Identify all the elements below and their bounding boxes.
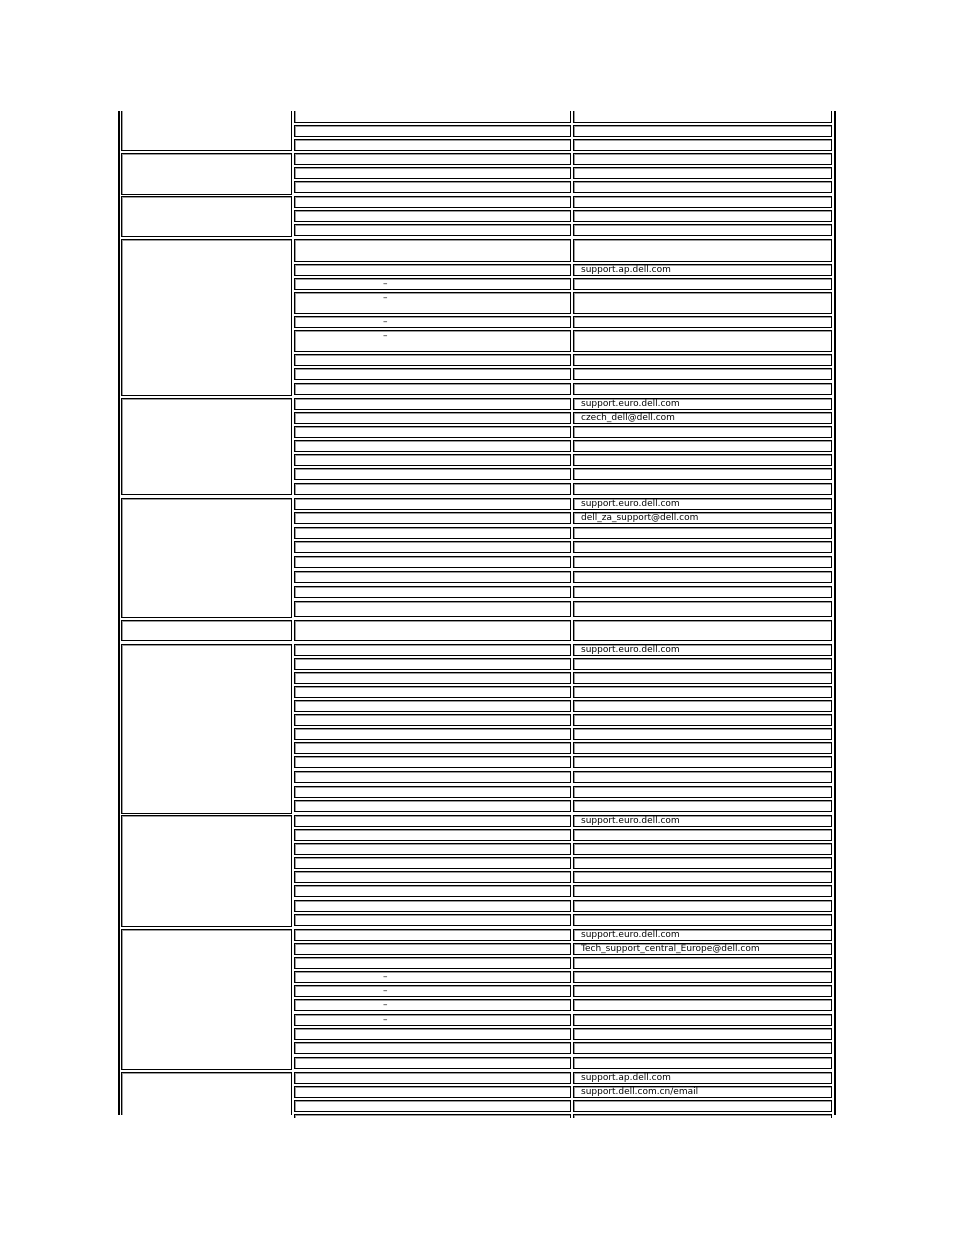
contact-cell — [573, 771, 832, 783]
contact-cell — [573, 644, 832, 656]
region-cell — [121, 644, 292, 814]
contact-cell — [573, 756, 832, 768]
contact-cell — [573, 658, 832, 670]
service-cell — [294, 620, 571, 641]
contact-cell — [573, 210, 832, 222]
contact-cell — [573, 700, 832, 712]
contact-cell — [573, 1028, 832, 1040]
service-cell — [294, 111, 571, 123]
email-link[interactable]: support.ap.dell.com — [581, 265, 671, 275]
email-link[interactable]: support.euro.dell.com — [581, 816, 680, 826]
contact-cell — [573, 815, 832, 827]
contact-cell — [573, 742, 832, 754]
dash-mark: – — [383, 331, 388, 341]
contact-cell — [573, 426, 832, 438]
service-cell — [294, 742, 571, 754]
service-cell — [294, 658, 571, 670]
service-cell — [294, 512, 571, 524]
service-cell — [294, 153, 571, 165]
service-cell — [294, 330, 571, 352]
service-cell — [294, 786, 571, 798]
service-cell — [294, 900, 571, 912]
contact-cell — [573, 914, 832, 926]
region-cell — [121, 196, 292, 237]
region-cell — [121, 620, 292, 641]
region-cell — [121, 239, 292, 396]
region-cell — [121, 815, 292, 927]
service-cell — [294, 871, 571, 883]
service-cell — [294, 354, 571, 366]
contact-cell — [573, 527, 832, 539]
service-cell — [294, 601, 571, 617]
service-cell — [294, 1057, 571, 1069]
service-cell — [294, 914, 571, 926]
dash-mark: – — [383, 1000, 388, 1010]
contact-cell — [573, 383, 832, 395]
service-cell — [294, 383, 571, 395]
contact-cell — [573, 278, 832, 290]
dash-mark: – — [383, 317, 388, 327]
contact-cell — [573, 125, 832, 137]
contact-cell — [573, 728, 832, 740]
service-cell — [294, 815, 571, 827]
contact-cell — [573, 398, 832, 410]
contact-cell — [573, 468, 832, 480]
email-link[interactable]: czech_dell@dell.com — [581, 413, 675, 423]
dash-mark: – — [383, 293, 388, 303]
contact-cell — [573, 571, 832, 583]
service-cell — [294, 412, 571, 424]
service-cell — [294, 999, 571, 1011]
service-cell — [294, 440, 571, 452]
service-cell — [294, 278, 571, 290]
contact-cell — [573, 900, 832, 912]
contact-cell — [573, 440, 832, 452]
contact-cell — [573, 957, 832, 969]
service-cell — [294, 586, 571, 598]
contact-cell — [573, 196, 832, 208]
contact-cell — [573, 1086, 832, 1098]
service-cell — [294, 1072, 571, 1084]
contact-cell — [573, 1014, 832, 1026]
service-cell — [294, 498, 571, 510]
service-cell — [294, 756, 571, 768]
contact-cell — [573, 181, 832, 193]
service-cell — [294, 556, 571, 568]
service-cell — [294, 316, 571, 328]
service-cell — [294, 125, 571, 137]
service-cell — [294, 1042, 571, 1054]
contact-cell — [573, 714, 832, 726]
service-cell — [294, 1014, 571, 1026]
region-cell — [121, 498, 292, 618]
email-link[interactable]: support.euro.dell.com — [581, 645, 680, 655]
service-cell — [294, 426, 571, 438]
contact-cell — [573, 800, 832, 812]
region-cell — [121, 153, 292, 195]
email-link[interactable]: support.euro.dell.com — [581, 930, 680, 940]
service-cell — [294, 644, 571, 656]
contact-cell — [573, 871, 832, 883]
contact-cell — [573, 943, 832, 955]
contact-cell — [573, 829, 832, 841]
contact-cell — [573, 843, 832, 855]
contact-cell — [573, 139, 832, 151]
contact-cell — [573, 264, 832, 276]
service-cell — [294, 181, 571, 193]
contact-cell — [573, 153, 832, 165]
service-cell — [294, 292, 571, 314]
email-link[interactable]: Tech_support_central_Europe@dell.com — [581, 944, 760, 954]
contact-cell — [573, 167, 832, 179]
email-link[interactable]: dell_za_support@dell.com — [581, 513, 699, 523]
contact-cell — [573, 929, 832, 941]
service-cell — [294, 139, 571, 151]
contact-cell — [573, 541, 832, 553]
contact-cell — [573, 1114, 832, 1118]
service-cell — [294, 857, 571, 869]
service-cell — [294, 686, 571, 698]
contact-cell — [573, 1072, 832, 1084]
contact-cell — [573, 111, 832, 123]
contact-cell — [573, 885, 832, 897]
service-cell — [294, 885, 571, 897]
contact-cell — [573, 985, 832, 997]
contact-cell — [573, 586, 832, 598]
contact-cell — [573, 292, 832, 314]
service-cell — [294, 210, 571, 222]
service-cell — [294, 771, 571, 783]
service-cell — [294, 700, 571, 712]
service-cell — [294, 239, 571, 262]
dash-mark: – — [383, 1015, 388, 1025]
contact-cell — [573, 330, 832, 352]
email-link[interactable]: support.dell.com.cn/email — [581, 1087, 699, 1097]
contact-cell — [573, 1057, 832, 1069]
contact-cell — [573, 999, 832, 1011]
service-cell — [294, 1086, 571, 1098]
contact-cell — [573, 686, 832, 698]
region-cell — [121, 111, 292, 151]
contact-cell — [573, 483, 832, 495]
contact-cell — [573, 412, 832, 424]
region-cell — [121, 929, 292, 1070]
region-cell — [121, 1072, 292, 1115]
service-cell — [294, 454, 571, 466]
contact-cell — [573, 354, 832, 366]
contact-cell — [573, 498, 832, 510]
service-cell — [294, 527, 571, 539]
contact-cell — [573, 672, 832, 684]
region-cell — [121, 398, 292, 495]
service-cell — [294, 368, 571, 380]
service-cell — [294, 224, 571, 236]
service-cell — [294, 672, 571, 684]
contact-cell — [573, 971, 832, 983]
contact-cell — [573, 368, 832, 380]
dash-mark: – — [383, 986, 388, 996]
service-cell — [294, 468, 571, 480]
contact-cell — [573, 454, 832, 466]
service-cell — [294, 714, 571, 726]
service-cell — [294, 167, 571, 179]
email-link[interactable]: support.euro.dell.com — [581, 399, 680, 409]
service-cell — [294, 196, 571, 208]
contact-cell — [573, 556, 832, 568]
service-cell — [294, 971, 571, 983]
service-cell — [294, 1028, 571, 1040]
email-link[interactable]: support.ap.dell.com — [581, 1073, 671, 1083]
service-cell — [294, 728, 571, 740]
contact-cell — [573, 239, 832, 262]
service-cell — [294, 541, 571, 553]
service-cell — [294, 943, 571, 955]
contact-cell — [573, 620, 832, 641]
contact-cell — [573, 316, 832, 328]
contact-cell — [573, 1042, 832, 1054]
service-cell — [294, 957, 571, 969]
service-cell — [294, 264, 571, 276]
dash-mark: – — [383, 972, 388, 982]
service-cell — [294, 929, 571, 941]
service-cell — [294, 985, 571, 997]
service-cell — [294, 1114, 571, 1118]
service-cell — [294, 1100, 571, 1112]
contact-cell — [573, 512, 832, 524]
dash-mark: – — [383, 279, 388, 289]
contact-cell — [573, 786, 832, 798]
contact-cell — [573, 857, 832, 869]
contact-cell — [573, 1100, 832, 1112]
service-cell — [294, 571, 571, 583]
service-cell — [294, 800, 571, 812]
contact-cell — [573, 224, 832, 236]
contact-cell — [573, 601, 832, 617]
service-cell — [294, 398, 571, 410]
service-cell — [294, 843, 571, 855]
email-link[interactable]: support.euro.dell.com — [581, 499, 680, 509]
service-cell — [294, 829, 571, 841]
service-cell — [294, 483, 571, 495]
